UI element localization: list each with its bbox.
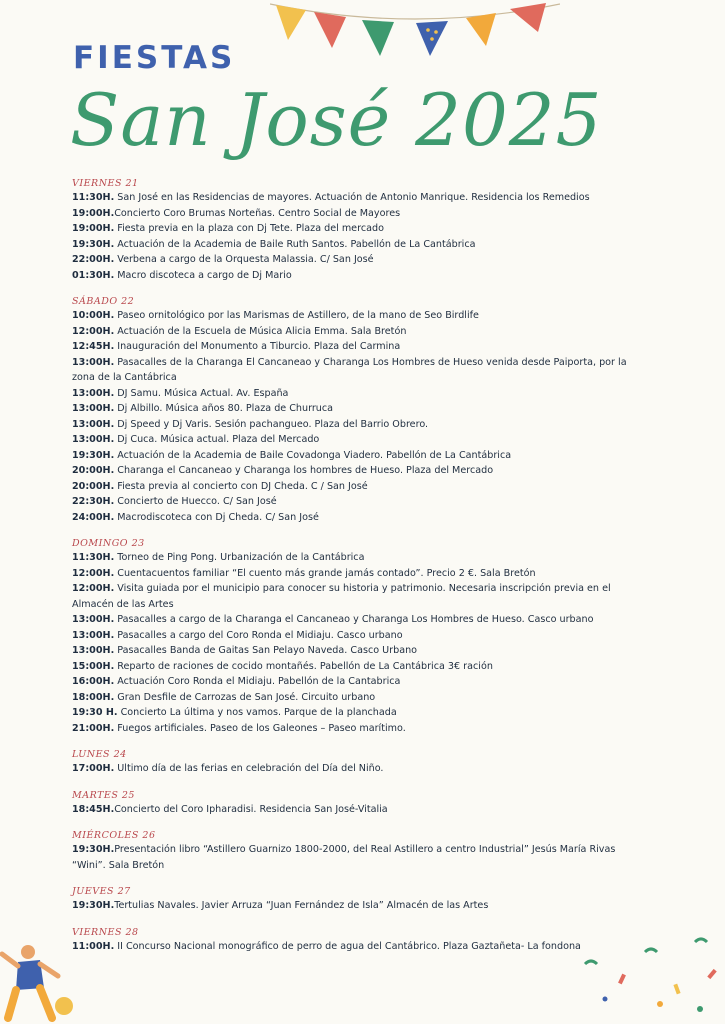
event <box>72 206 652 222</box>
day-block <box>72 178 652 283</box>
event-time: 17:00H. <box>72 763 115 774</box>
day-block <box>72 790 652 818</box>
event-time: 12:00H. <box>72 583 115 594</box>
event-text: Dj Speed y Dj Varis. Sesión pachangueo. Plaza del Barrio Obrero. <box>114 418 429 430</box>
event <box>72 566 652 582</box>
event <box>72 842 652 873</box>
event <box>72 898 652 914</box>
event-text: Charanga el Cancaneao y Charanga los hombres de Hueso. Plaza del Mercado <box>114 465 494 476</box>
event <box>72 190 652 206</box>
event-time: 18:45H. <box>72 803 115 815</box>
event-time: 10:00H. <box>72 310 115 321</box>
event <box>72 417 652 433</box>
day-block <box>72 538 652 736</box>
event <box>72 432 652 448</box>
day-block <box>72 886 652 914</box>
event-time: 11:00H. <box>72 940 115 952</box>
event <box>72 448 652 464</box>
event-text: DJ Samu. Música Actual. Av. España <box>114 387 289 399</box>
event-time: 19:00H. <box>72 207 115 219</box>
event-time: 16:00H. <box>72 676 115 687</box>
event-text: Macrodiscoteca con Dj Cheda. C/ San José <box>114 511 319 523</box>
event-text: Concierto del Coro Ipharadisi. Residencia San José-Vitalia <box>114 803 388 815</box>
event-text: II Concurso Nacional monográfico de perro de agua del Cantábrico. Plaza Gaztañeta- La fondona <box>114 940 581 952</box>
event-text: San José en las Residencias de mayores. Actuación de Antonio Manrique. Residencia los Remedios <box>114 192 590 203</box>
event-text: Concierto La última y nos vamos. Parque de la planchada <box>117 707 397 718</box>
event-time: 19:30H. <box>72 844 115 855</box>
event <box>72 386 652 402</box>
event-text: Actuación de la Academia de Baile Covadonga Viadero. Pabellón de La Cantábrica <box>114 449 512 461</box>
flag-orange <box>466 13 496 46</box>
event <box>72 221 652 237</box>
event-time: 13:00H. <box>72 434 115 445</box>
event <box>72 463 652 479</box>
event <box>72 494 652 510</box>
event-time: 22:00H. <box>72 254 115 265</box>
event-text: Pasacalles a cargo de la Charanga el Cancaneao y Charanga Los Hombres de Hueso. Casco urbano <box>114 614 594 625</box>
day-name: VIERNES 21 <box>72 178 139 189</box>
flag-red <box>314 12 346 48</box>
event-time: 20:00H. <box>72 480 115 492</box>
event <box>72 355 652 386</box>
event-text: Gran Desfile de Carrozas de San José. Circuito urbano <box>114 691 376 703</box>
event-text: Paseo ornitológico por las Marismas de Astillero, de la mano de Seo Birdlife <box>114 310 479 321</box>
main-title: San José 2025 <box>70 78 603 162</box>
event-time: 21:00H. <box>72 722 115 734</box>
day-name: MIÉRCOLES 26 <box>72 830 156 841</box>
event <box>72 324 652 340</box>
event-text: Concierto Coro Brumas Norteñas. Centro Social de Mayores <box>114 207 401 219</box>
event-text: Reparto de raciones de cocido montañés. Pabellón de La Cantábrica 3€ ración <box>114 660 493 672</box>
bunting-decoration <box>270 0 560 60</box>
event-text: Macro discoteca a cargo de Dj Mario <box>114 269 292 281</box>
event-time: 13:00H. <box>72 387 115 399</box>
event-time: 13:00H. <box>72 403 115 414</box>
event-text: Torneo de Ping Pong. Urbanización de la Cantábrica <box>114 552 365 563</box>
event-text: Fiesta previa al concierto con DJ Cheda. C / San José <box>114 480 368 492</box>
flag-yellow <box>276 5 306 40</box>
event-time: 13:00H. <box>72 629 115 641</box>
event-time: 11:30H. <box>72 552 115 563</box>
event <box>72 674 652 690</box>
day-block <box>72 749 652 777</box>
event-time: 13:00H. <box>72 356 115 368</box>
day-name: DOMINGO 23 <box>72 538 145 549</box>
event-time: 13:00H. <box>72 614 115 625</box>
event <box>72 339 652 355</box>
event-time: 18:00H. <box>72 691 115 703</box>
event-text: Dj Albillo. Música años 80. Plaza de Churruca <box>114 403 334 414</box>
day-name: JUEVES 27 <box>72 886 131 897</box>
event-text: Concierto de Huecco. C/ San José <box>114 496 277 507</box>
day-block <box>72 830 652 873</box>
event-text: Verbena a cargo de la Orquesta Malassia. C/ San José <box>114 254 374 265</box>
event-text: Pasacalles de la Charanga El Cancaneao y Charanga Los Hombres de Hueso venida desde Paiporta, por la zona de la Cantábrica <box>72 356 627 383</box>
event-time: 12:00H. <box>72 567 115 579</box>
event-text: Inauguración del Monumento a Tiburcio. Plaza del Carmina <box>114 341 401 352</box>
event <box>72 705 652 721</box>
day-block <box>72 296 652 525</box>
event <box>72 252 652 268</box>
day-name: MARTES 25 <box>72 789 135 801</box>
event <box>72 802 652 818</box>
event-text: Visita guiada por el municipio para conocer su historia y patrimonio. Necesaria inscripción previa en el Almacén de las Artes <box>72 583 611 610</box>
day-name: SÁBADO 22 <box>72 296 135 307</box>
day-name: VIERNES 28 <box>72 926 139 938</box>
event-text: Presentación libro “Astillero Guarnizo 1800-2000, del Real Astillero a centro Industrial” Jesús María Rivas “Wini”. Sala Bretón <box>72 844 616 871</box>
event-text: Dj Cuca. Música actual. Plaza del Mercado <box>114 434 320 445</box>
event <box>72 510 652 526</box>
event-time: 11:30H. <box>72 192 115 203</box>
event-text: Pasacalles Banda de Gaitas San Pelayo Naveda. Casco Urbano <box>114 645 418 656</box>
schedule <box>72 178 652 967</box>
event-time: 12:45H. <box>72 341 115 352</box>
event <box>72 581 652 612</box>
flag-green <box>362 20 394 56</box>
event <box>72 237 652 253</box>
event-time: 24:00H. <box>72 511 115 523</box>
event-text: Fiesta previa en la plaza con Dj Tete. Plaza del mercado <box>114 223 384 234</box>
event <box>72 401 652 417</box>
event-time: 20:00H. <box>72 465 115 476</box>
confetti-decoration <box>525 934 725 1024</box>
event <box>72 643 652 659</box>
event <box>72 659 652 675</box>
event <box>72 690 652 706</box>
event <box>72 761 652 777</box>
event-time: 22:30H. <box>72 496 115 507</box>
event-text: Cuentacuentos familiar “El cuento más grande jamás contado”. Precio 2 €. Sala Bretón <box>114 567 536 579</box>
event-time: 13:00H. <box>72 645 115 656</box>
event-time: 12:00H. <box>72 325 115 337</box>
event <box>72 479 652 495</box>
event-time: 13:00H. <box>72 418 115 430</box>
event <box>72 308 652 324</box>
event-time: 19:00H. <box>72 223 115 234</box>
event-time: 19:30H. <box>72 449 115 461</box>
event-time: 19:30H. <box>72 238 115 250</box>
event-time: 19:30H. <box>72 900 115 911</box>
dancer-illustration <box>0 914 80 1024</box>
event-time: 01:30H. <box>72 269 115 281</box>
pre-title: FIESTAS <box>73 40 236 76</box>
event-time: 19:30 H. <box>72 707 118 718</box>
event-text: Actuación Coro Ronda el Midiaju. Pabellón de la Cantabrica <box>114 676 401 687</box>
event <box>72 268 652 284</box>
event-text: Tertulias Navales. Javier Arruza “Juan Fernández de Isla” Almacén de las Artes <box>114 900 489 911</box>
event <box>72 612 652 628</box>
flag-red-2 <box>510 3 546 32</box>
event-text: Pasacalles a cargo del Coro Ronda el Midiaju. Casco urbano <box>114 629 403 641</box>
event-text: Actuación de la Academia de Baile Ruth Santos. Pabellón de La Cantábrica <box>114 238 476 250</box>
event <box>72 550 652 566</box>
event-text: Fuegos artificiales. Paseo de los Galeones – Paseo marítimo. <box>114 722 406 734</box>
event-time: 15:00H. <box>72 660 115 672</box>
event <box>72 628 652 644</box>
event-text: Ultimo día de las ferias en celebración del Día del Niño. <box>114 763 384 774</box>
day-name: LUNES 24 <box>72 749 127 760</box>
event <box>72 721 652 737</box>
event-text: Actuación de la Escuela de Música Alicia Emma. Sala Bretón <box>114 325 407 337</box>
